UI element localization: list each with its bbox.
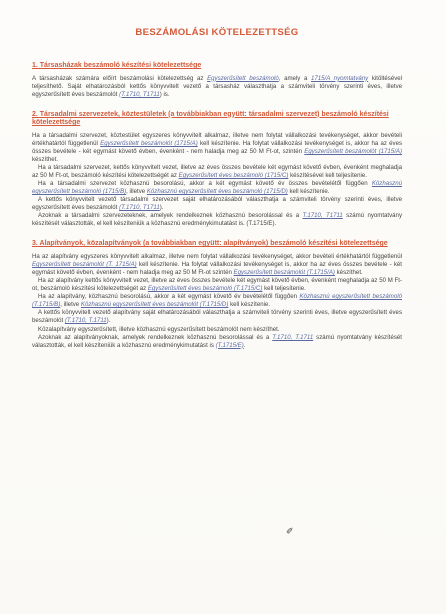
- paragraph: [32, 326, 402, 334]
- section-2: [32, 111, 402, 229]
- text-run: Azoknak a társadalmi szervezeteknek, amelyek rendelkeznek közhasznú besorolással és a: [38, 212, 303, 220]
- text-run: A társasházak számára előírt beszámolási kötelezettség az: [32, 74, 208, 82]
- text-run: készíthet.: [334, 269, 363, 277]
- form-reference: (T.1715/E): [215, 341, 244, 349]
- form-reference: Egyszerűsített beszámolót (T. 1715/A): [32, 261, 137, 269]
- paragraph: [32, 212, 402, 228]
- paragraph: [32, 132, 402, 164]
- form-reference: (T.1710, T.1711: [64, 317, 107, 325]
- text-run: kell készítenie.: [228, 301, 271, 309]
- paragraph: [32, 196, 402, 212]
- form-reference: Közhasznú egyszerűsített beszámoló (1715/B): [32, 180, 402, 196]
- text-run: kitöltésével teljesíthető. Saját elhatározásból kettős könyvvitelt vezető a társasház választhatja a számviteli törvény szerinti éves, illetve egyszerűsített éves beszámolót: [32, 74, 402, 98]
- paragraph: [32, 334, 402, 350]
- text-run: készíthet.: [32, 156, 59, 164]
- section-body: [32, 132, 402, 229]
- text-run: kell készítenie. Ha folytat vállalkozási tevékenységet is, akkor ha az éves összes bevétele - két egymást követő évben, évenként - nem haladja meg az 50 M Ft-ot, szintén: [32, 139, 403, 156]
- text-run: Ha az alapítvány, közhasznú besorolású, akkor a két egymást követő év bevételétől függően: [38, 293, 300, 301]
- form-reference: Egyszerűsített beszámolót (T.1715/A): [233, 269, 335, 277]
- text-run: ) is.: [159, 90, 170, 98]
- paragraph: [32, 293, 402, 309]
- form-reference: 1715/A nyomtatvány: [310, 74, 369, 82]
- text-run: Azoknak az alapítványoknak, amelyek rendelkeznek közhasznú besorolással és a: [38, 333, 273, 341]
- form-reference: Közhasznú egyszerűsített éves beszámolót (T.1715/D): [80, 301, 229, 309]
- form-reference: Egyszerűsített éves beszámoló (1715/C): [178, 172, 289, 180]
- form-reference: T.1710, T.1711: [272, 333, 314, 341]
- text-run: számú nyomtatvány készítését választották, el kell készíteniük a közhasznú eredménykimutatást is: [32, 333, 402, 349]
- text-run: A kettős könyvvitelt vezető alapítvány saját elhatározásából választhatja a számviteli törvény szerinti éves, illetve egyszerűsített éves beszámolót: [32, 309, 402, 325]
- paragraph: [32, 253, 402, 277]
- form-reference: Egyszerűsített éves beszámoló (T.1715/C): [147, 285, 263, 293]
- text-run: Ha a társadalmi szervezet, kettős könyvvitelt vezet, illetve az éves összes bevétele két egymást követő évben, évenként meghaladja az 50 M Ft-ot, beszámoló készítési kötelezettségét az: [32, 164, 402, 180]
- text-run: , amely a: [278, 74, 311, 82]
- paragraph: [32, 180, 402, 196]
- handwritten-mark: ✐: [286, 527, 294, 537]
- text-run: Ha a társadalmi szervezet közhasznú besorolású, akkor a két egymást követő év összes bevételétől függően: [38, 180, 372, 188]
- text-run: kell készítenie. Ha folytat vállalkozási tevékenységet is, akkor ha az éves összes bevétele - két egymást követő évben, évenként - nem haladja meg az 50 M Ft-ot szintén: [32, 261, 402, 277]
- text-run: Ha a társadalmi szervezet, köztestület egyszeres könyvvitelt alkalmaz, illetve nem folytat vállalkozási tevékenységet, akkor bevételi értékhatártól függetlenül: [32, 131, 402, 147]
- paragraph: [32, 75, 402, 99]
- section-heading: 3. Alapítványok, közalapítványok (a továbbiakban együtt: alapítványok) beszámoló készítési kötelezettsége: [32, 240, 388, 248]
- text-run: kell teljesítenie.: [262, 285, 306, 293]
- text-run: Ha az alapítvány egyszeres könyvvitelt alkalmaz, illetve nem folytat vállalkozási tevékenységet, akkor bevételi értékhatártól függetlenül: [32, 253, 402, 261]
- text-run: , illetve: [126, 188, 147, 196]
- text-run: , illetve: [60, 301, 81, 309]
- paragraph: [32, 309, 402, 325]
- form-reference: Közhasznú egyszerűsített éves beszámoló (1715/D): [146, 188, 288, 196]
- text-run: .: [243, 341, 246, 349]
- text-run: Ha az alapítvány kettős könyvvitelt vezet, illetve az éves összes bevétele két egymást követő évben, évenként meghaladja az 50 M Ft-ot, beszámoló készítési kötelezettségét az: [32, 277, 402, 293]
- form-reference: (T.1710, T1711: [119, 90, 160, 98]
- text-run: kell készítenie.: [287, 188, 330, 196]
- text-run: ).: [159, 204, 164, 212]
- section-heading: 1. Társasházak beszámoló készítési kötelezettsége: [32, 62, 202, 69]
- form-reference: Egyszerűsített beszámolót (1715/A): [304, 148, 403, 156]
- form-reference: Egyszerűsített beszámoló: [207, 74, 279, 82]
- section-body: [32, 75, 402, 99]
- form-reference: (T.1710, T1711: [119, 204, 160, 212]
- form-reference: Közhasznú egyszerűsített beszámoló (T.1715/B): [32, 293, 402, 309]
- paragraph: [32, 164, 402, 180]
- text-run: ).: [106, 317, 111, 325]
- section-body: [32, 253, 402, 350]
- form-reference: Egyszerűsített beszámolót (1715/A): [100, 139, 198, 147]
- paragraph: [32, 277, 402, 293]
- text-run: A kettős könyvvitelt vezető társadalmi szervezet saját elhatározásából választhatja a számviteli törvény szerinti éves, illetve egyszerűsített éves beszámolót: [32, 196, 402, 212]
- text-run: készítésével kell teljesítenie.: [288, 172, 367, 180]
- section-heading: 2. Társadalmi szervezetek, köztestületek (a továbbiakban együtt: társadalmi szervezet) beszámoló készítési kötelezettsége: [32, 110, 389, 127]
- page-title: BESZÁMOLÁSI KÖTELEZETTSÉG: [135, 27, 299, 38]
- text-run: számú nyomtatvány készítését választották, el kell készíteniük a közhasznú eredménykimutatást is. (T.1715/E).: [32, 212, 402, 228]
- section-1: [32, 62, 402, 99]
- form-reference: T.1710, T1711: [302, 212, 343, 220]
- section-3: [32, 240, 402, 349]
- text-run: Közalapítvány egyszerűsített, illetve közhasznú egyszerűsített beszámolót nem készíthet.: [38, 325, 280, 333]
